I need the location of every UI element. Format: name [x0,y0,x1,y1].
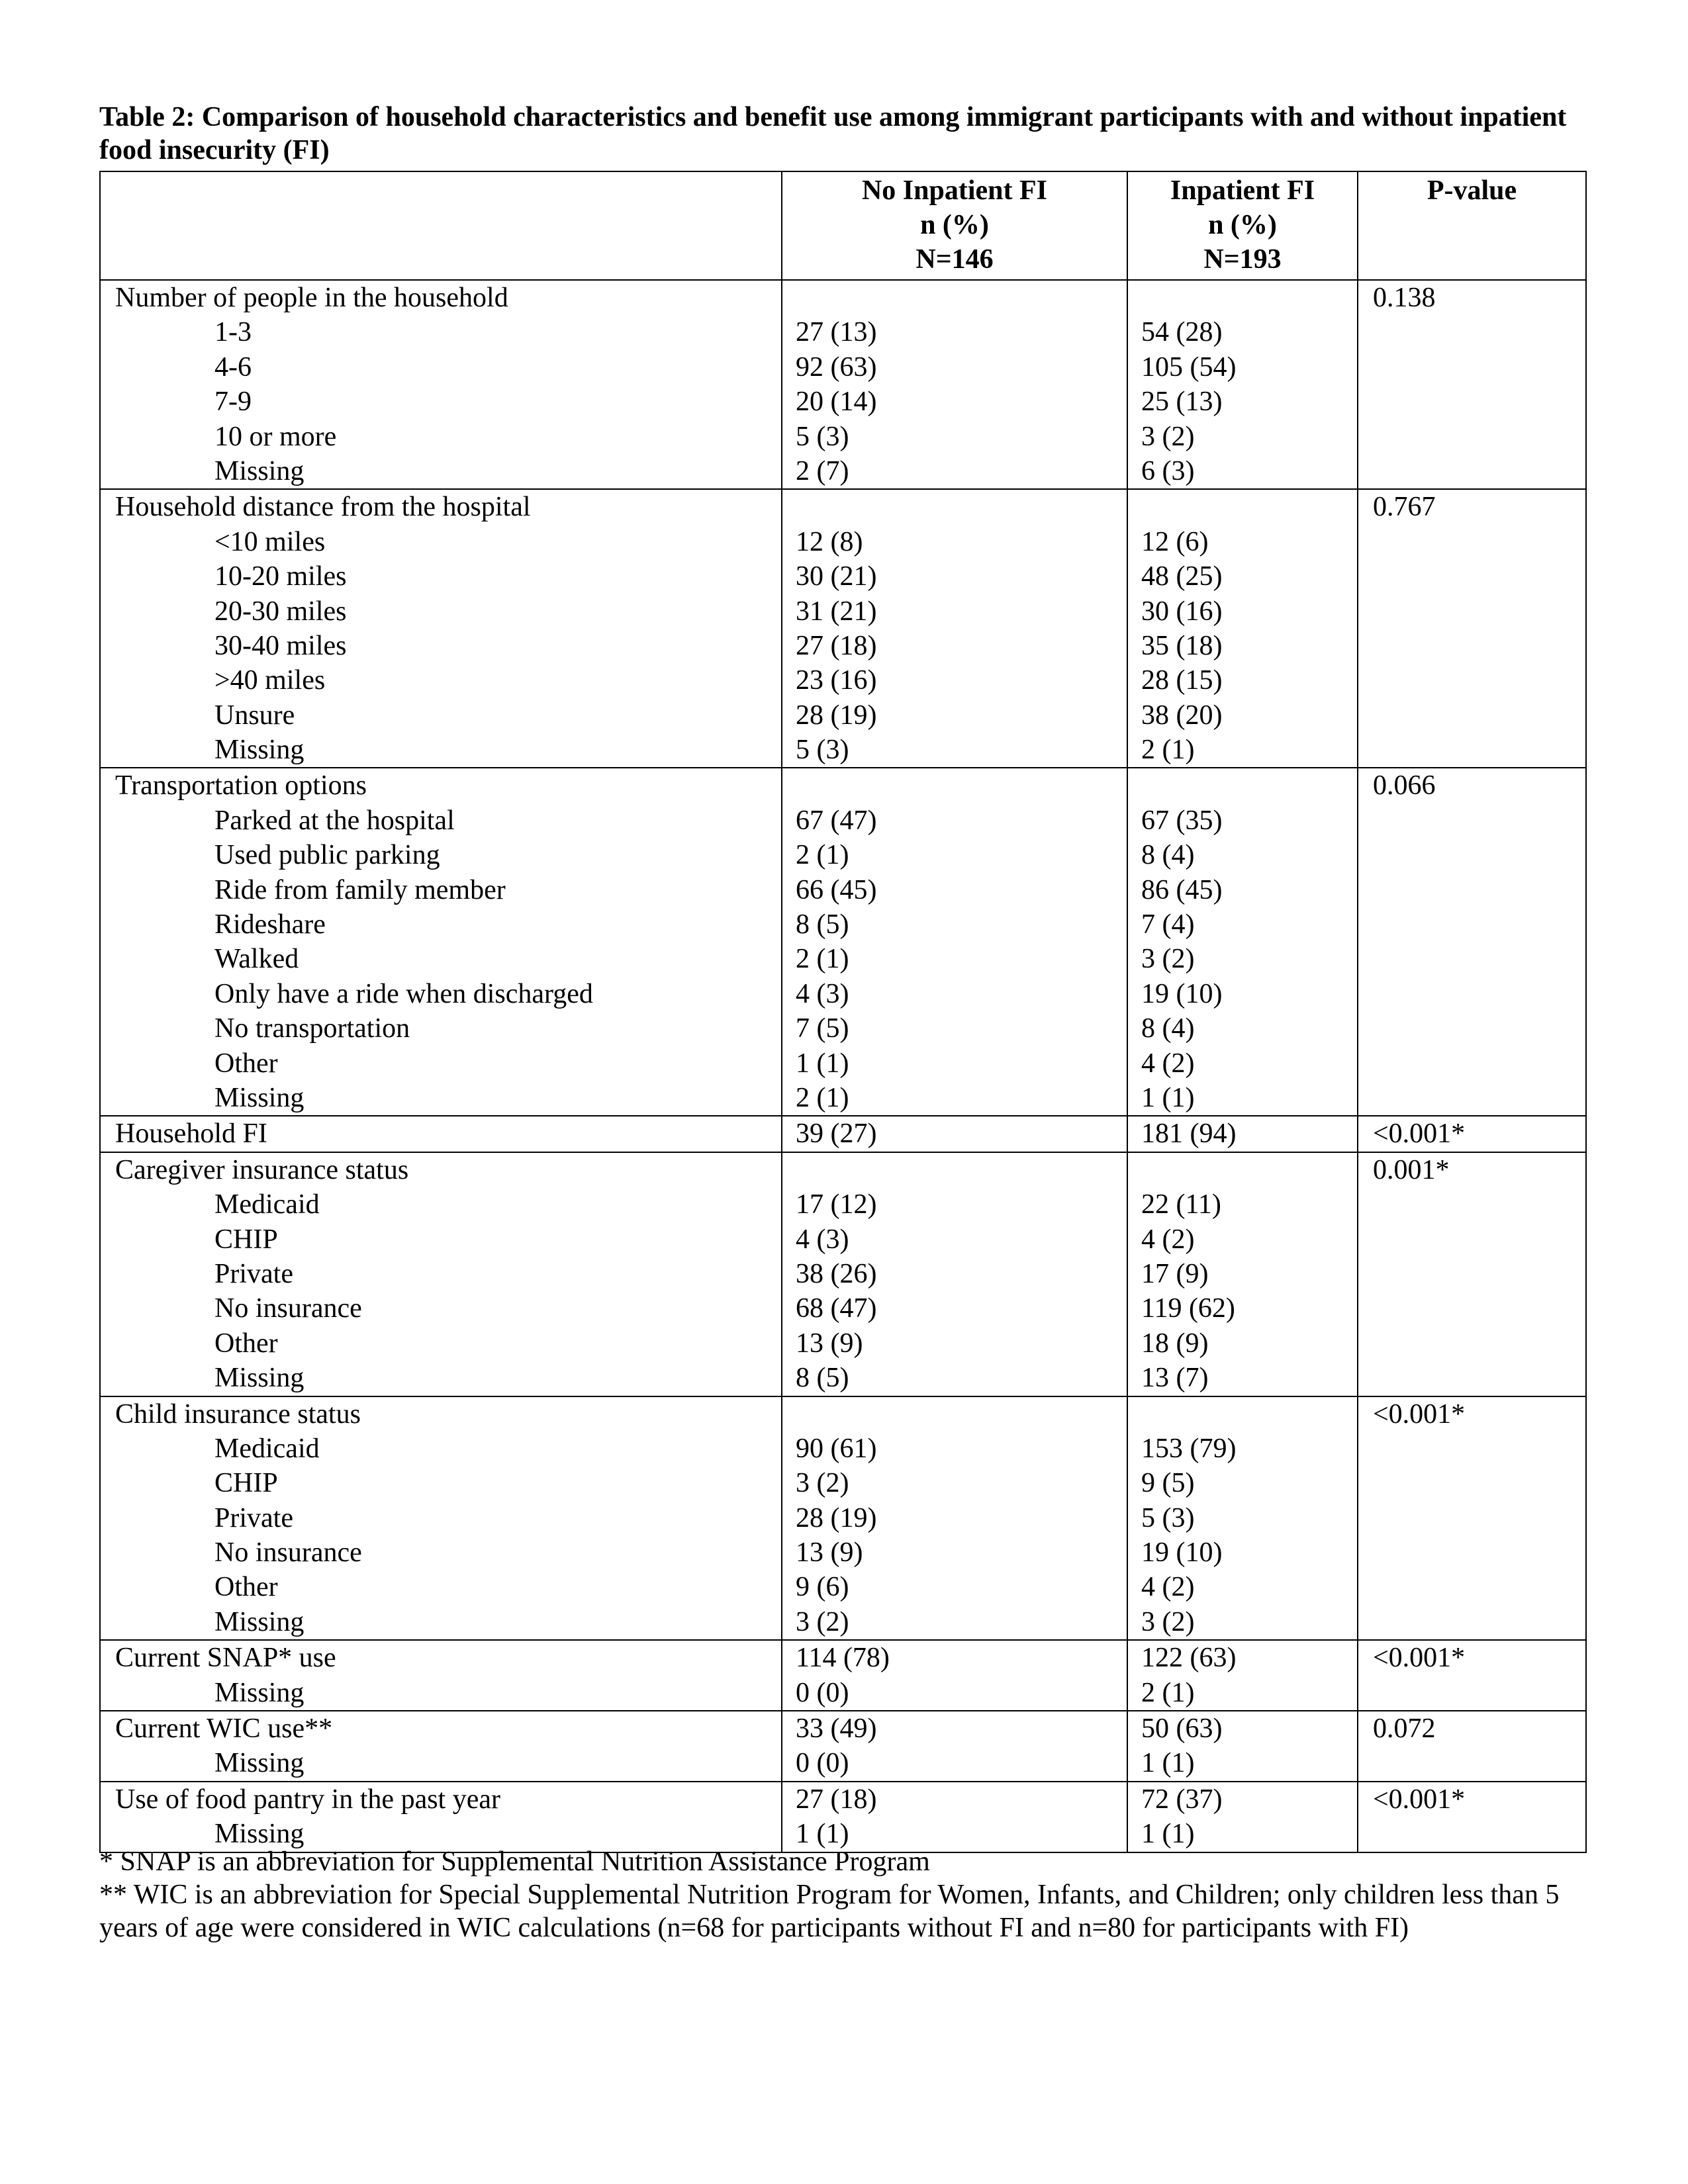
section-label: Household FI [115,1118,267,1150]
inpatient-fi-cell [1127,1640,1358,1711]
row-label: Used public parking [214,840,440,871]
header-label-column [100,171,782,280]
label-cell [100,768,782,1116]
row-label: 4-6 [214,351,252,383]
row-value-no-fi: 13 (9) [796,1537,863,1569]
row-label: No insurance [214,1537,362,1569]
header-text: n (%) [920,210,989,240]
footnote-wic: ** WIC is an abbreviation for Special Supplemental Nutrition Program for Women, Infants, and Children; only children less than 5 years of age were considered in WIC calculations (n=68 for participants without FI and n=80 for participants with FI) [99,1880,1560,1943]
section-value-no-fi [782,768,1127,803]
row-value-fi: 1 (1) [1141,1819,1195,1850]
row-value-fi: 153 (79) [1141,1433,1237,1464]
p-value-cell [1358,280,1586,489]
row-value-no-fi: 7 (5) [796,1013,849,1044]
section-label: Transportation options [115,770,367,801]
row-value-no-fi: 20 (14) [796,387,877,418]
row-value-fi: 1 (1) [1141,1748,1195,1779]
row-label: CHIP [214,1468,278,1499]
row-value-fi: 25 (13) [1141,387,1223,418]
section-value-no-fi: 27 (18) [796,1784,877,1815]
header-text: No Inpatient FI [861,175,1048,206]
row-value-no-fi: 13 (9) [796,1328,863,1359]
header-inpatient-fi [1127,171,1358,280]
header-text: Inpatient FI [1170,175,1315,206]
row-label: Medicaid [214,1433,320,1464]
row-value-fi: 2 (1) [1141,735,1195,766]
section-label: Number of people in the household [115,283,508,313]
row-value-no-fi: 17 (12) [796,1189,877,1220]
row-label: Ride from family member [214,874,506,905]
row-value-fi: 19 (10) [1141,1537,1223,1569]
section-value-fi [1128,490,1357,524]
row-value-no-fi: 28 (19) [796,1502,877,1533]
row-value-no-fi: 9 (6) [796,1572,849,1603]
row-label: 10 or more [214,421,337,452]
row-label: <10 miles [214,526,326,557]
table-body [100,280,1586,1852]
header-text: N=193 [1203,244,1282,275]
row-value-fi: 4 (2) [1141,1048,1195,1079]
table-section-row [100,1711,1586,1782]
header-text: N=146 [915,244,994,275]
row-value-fi: 6 (3) [1141,455,1195,486]
p-value: 0.767 [1373,492,1436,523]
row-value-fi: 4 (2) [1141,1572,1195,1603]
row-value-fi: 7 (4) [1141,909,1195,940]
row-label: Unsure [214,700,295,731]
row-label: No insurance [214,1293,362,1324]
row-value-no-fi: 4 (3) [796,978,849,1009]
p-value-cell [1358,1152,1586,1396]
row-value-fi: 54 (28) [1141,317,1223,348]
row-label: 1-3 [214,317,252,348]
section-value-no-fi [782,490,1127,524]
section-value-no-fi: 114 (78) [796,1643,890,1674]
row-value-fi: 86 (45) [1141,874,1223,905]
row-label: Private [214,1258,293,1289]
section-value-fi [1128,281,1357,315]
no-inpatient-fi-cell [782,280,1127,489]
row-value-no-fi: 67 (47) [796,805,877,836]
row-value-no-fi: 3 (2) [796,1468,849,1499]
row-value-no-fi: 28 (19) [796,700,877,731]
table-header-row [100,171,1586,280]
label-cell [100,1640,782,1711]
row-value-fi: 3 (2) [1141,1606,1195,1637]
p-value: <0.001* [1373,1784,1466,1815]
label-cell [100,1152,782,1396]
p-value-cell [1358,1116,1586,1152]
label-cell [100,280,782,489]
row-value-no-fi: 38 (26) [796,1258,877,1289]
row-value-no-fi: 90 (61) [796,1433,877,1464]
section-value-no-fi: 39 (27) [796,1118,877,1150]
section-value-no-fi: 33 (49) [796,1713,877,1745]
p-value-cell [1358,1782,1586,1852]
table-section-row [100,489,1586,768]
table-section-row [100,768,1586,1116]
row-label: Other [214,1328,278,1359]
header-text: n (%) [1208,210,1277,240]
section-label: Caregiver insurance status [115,1154,409,1185]
row-value-fi: 67 (35) [1141,805,1223,836]
row-value-fi: 17 (9) [1141,1258,1209,1289]
row-label: Missing [214,735,305,766]
row-value-fi: 119 (62) [1141,1293,1235,1324]
row-value-fi: 4 (2) [1141,1224,1195,1255]
inpatient-fi-cell [1127,1116,1358,1152]
inpatient-fi-cell [1127,1711,1358,1782]
no-inpatient-fi-cell [782,1116,1127,1152]
section-label: Current WIC use** [115,1713,333,1745]
row-label: Missing [214,1606,305,1637]
row-value-no-fi: 3 (2) [796,1606,849,1637]
row-label: Only have a ride when discharged [214,978,593,1009]
section-label: Household distance from the hospital [115,492,531,523]
row-value-fi: 8 (4) [1141,840,1195,871]
p-value-cell [1358,768,1586,1116]
row-value-fi: 9 (5) [1141,1468,1195,1499]
row-value-no-fi: 0 (0) [796,1677,849,1708]
footnotes [99,1845,1582,1944]
row-value-fi: 28 (15) [1141,665,1223,696]
label-cell [100,489,782,768]
row-label: 10-20 miles [214,561,347,592]
row-label: Parked at the hospital [214,805,455,836]
table-caption: Table 2: Comparison of household characteristics and benefit use among immigrant participants with and without inpatient food insecurity (FI) [99,102,1567,165]
row-value-no-fi: 30 (21) [796,561,877,592]
row-label: Other [214,1572,278,1603]
no-inpatient-fi-cell [782,768,1127,1116]
data-table [99,171,1587,1853]
row-value-no-fi: 2 (1) [796,840,849,871]
inpatient-fi-cell [1127,489,1358,768]
row-label: 7-9 [214,387,252,418]
row-value-fi: 19 (10) [1141,978,1223,1009]
row-value-no-fi: 92 (63) [796,351,877,383]
p-value: <0.001* [1373,1398,1466,1430]
section-value-fi: 122 (63) [1141,1643,1237,1674]
row-value-fi: 8 (4) [1141,1013,1195,1044]
row-value-no-fi: 8 (5) [796,909,849,940]
table-section-row [100,1396,1586,1641]
no-inpatient-fi-cell [782,489,1127,768]
footnote-snap: * SNAP is an abbreviation for Supplemental Nutrition Assistance Program [99,1846,930,1877]
header-no-inpatient-fi [782,171,1127,280]
row-label: Missing [214,1819,305,1850]
row-label: Other [214,1048,278,1079]
row-value-no-fi: 5 (3) [796,735,849,766]
inpatient-fi-cell [1127,768,1358,1116]
row-label: 30-40 miles [214,630,347,661]
row-label: Private [214,1502,293,1533]
row-value-fi: 38 (20) [1141,700,1223,731]
section-value-no-fi [782,1153,1127,1187]
row-value-no-fi: 68 (47) [796,1293,877,1324]
header-p-value [1358,171,1586,280]
row-value-fi: 18 (9) [1141,1328,1209,1359]
row-value-no-fi: 1 (1) [796,1819,849,1850]
section-value-fi [1128,768,1357,803]
no-inpatient-fi-cell [782,1711,1127,1782]
p-value: 0.066 [1373,770,1436,801]
inpatient-fi-cell [1127,1396,1358,1641]
row-value-fi: 22 (11) [1141,1189,1221,1220]
section-label: Use of food pantry in the past year [115,1784,500,1815]
row-value-fi: 48 (25) [1141,561,1223,592]
row-value-no-fi: 2 (1) [796,944,849,975]
section-value-fi: 50 (63) [1141,1713,1223,1745]
row-value-no-fi: 31 (21) [796,596,877,627]
row-value-fi: 3 (2) [1141,944,1195,975]
row-value-fi: 13 (7) [1141,1363,1209,1394]
no-inpatient-fi-cell [782,1396,1127,1641]
row-value-no-fi: 0 (0) [796,1748,849,1779]
row-value-no-fi: 27 (18) [796,630,877,661]
p-value-cell [1358,1396,1586,1641]
p-value: <0.001* [1373,1643,1466,1674]
p-value: 0.138 [1373,283,1436,313]
row-value-fi: 30 (16) [1141,596,1223,627]
row-label: CHIP [214,1224,278,1255]
inpatient-fi-cell [1127,1782,1358,1852]
section-value-fi: 72 (37) [1141,1784,1223,1815]
row-value-fi: 1 (1) [1141,1082,1195,1113]
label-cell [100,1396,782,1641]
label-cell [100,1711,782,1782]
section-value-fi [1128,1397,1357,1432]
row-label: 20-30 miles [214,596,347,627]
no-inpatient-fi-cell [782,1640,1127,1711]
section-value-no-fi [782,281,1127,315]
table-section-row [100,1116,1586,1152]
row-value-no-fi: 66 (45) [796,874,877,905]
row-value-fi: 105 (54) [1141,351,1237,383]
header-text: P-value [1427,175,1517,206]
row-label: No transportation [214,1013,410,1044]
row-value-fi: 2 (1) [1141,1677,1195,1708]
row-value-no-fi: 8 (5) [796,1363,849,1394]
section-value-no-fi [782,1397,1127,1432]
row-value-no-fi: 12 (8) [796,526,863,557]
section-value-fi: 181 (94) [1141,1118,1237,1150]
row-value-fi: 3 (2) [1141,421,1195,452]
p-value-cell [1358,1640,1586,1711]
row-label: Missing [214,1748,305,1779]
p-value-cell [1358,489,1586,768]
inpatient-fi-cell [1127,280,1358,489]
row-value-no-fi: 2 (1) [796,1082,849,1113]
p-value: 0.001* [1373,1154,1450,1185]
row-label: Rideshare [214,909,326,940]
label-cell [100,1782,782,1852]
row-value-no-fi: 27 (13) [796,317,877,348]
row-value-no-fi: 23 (16) [796,665,877,696]
row-value-no-fi: 2 (7) [796,455,849,486]
row-value-no-fi: 1 (1) [796,1048,849,1079]
row-label: Missing [214,1082,305,1113]
section-value-fi [1128,1153,1357,1187]
row-label: Medicaid [214,1189,320,1220]
row-value-no-fi: 5 (3) [796,421,849,452]
row-value-no-fi: 4 (3) [796,1224,849,1255]
section-label: Child insurance status [115,1398,361,1430]
no-inpatient-fi-cell [782,1152,1127,1396]
row-label: >40 miles [214,665,326,696]
no-inpatient-fi-cell [782,1782,1127,1852]
row-value-fi: 5 (3) [1141,1502,1195,1533]
p-value-cell [1358,1711,1586,1782]
p-value: 0.072 [1373,1713,1436,1745]
row-value-fi: 12 (6) [1141,526,1209,557]
row-label: Missing [214,1363,305,1394]
label-cell [100,1116,782,1152]
table-section-row [100,1782,1586,1852]
section-label: Current SNAP* use [115,1643,336,1674]
p-value: <0.001* [1373,1118,1466,1150]
inpatient-fi-cell [1127,1152,1358,1396]
row-label: Missing [214,455,305,486]
table-section-row [100,1152,1586,1396]
table-section-row [100,1640,1586,1711]
row-label: Missing [214,1677,305,1708]
row-value-fi: 35 (18) [1141,630,1223,661]
row-label: Walked [214,944,299,975]
table-section-row [100,280,1586,489]
